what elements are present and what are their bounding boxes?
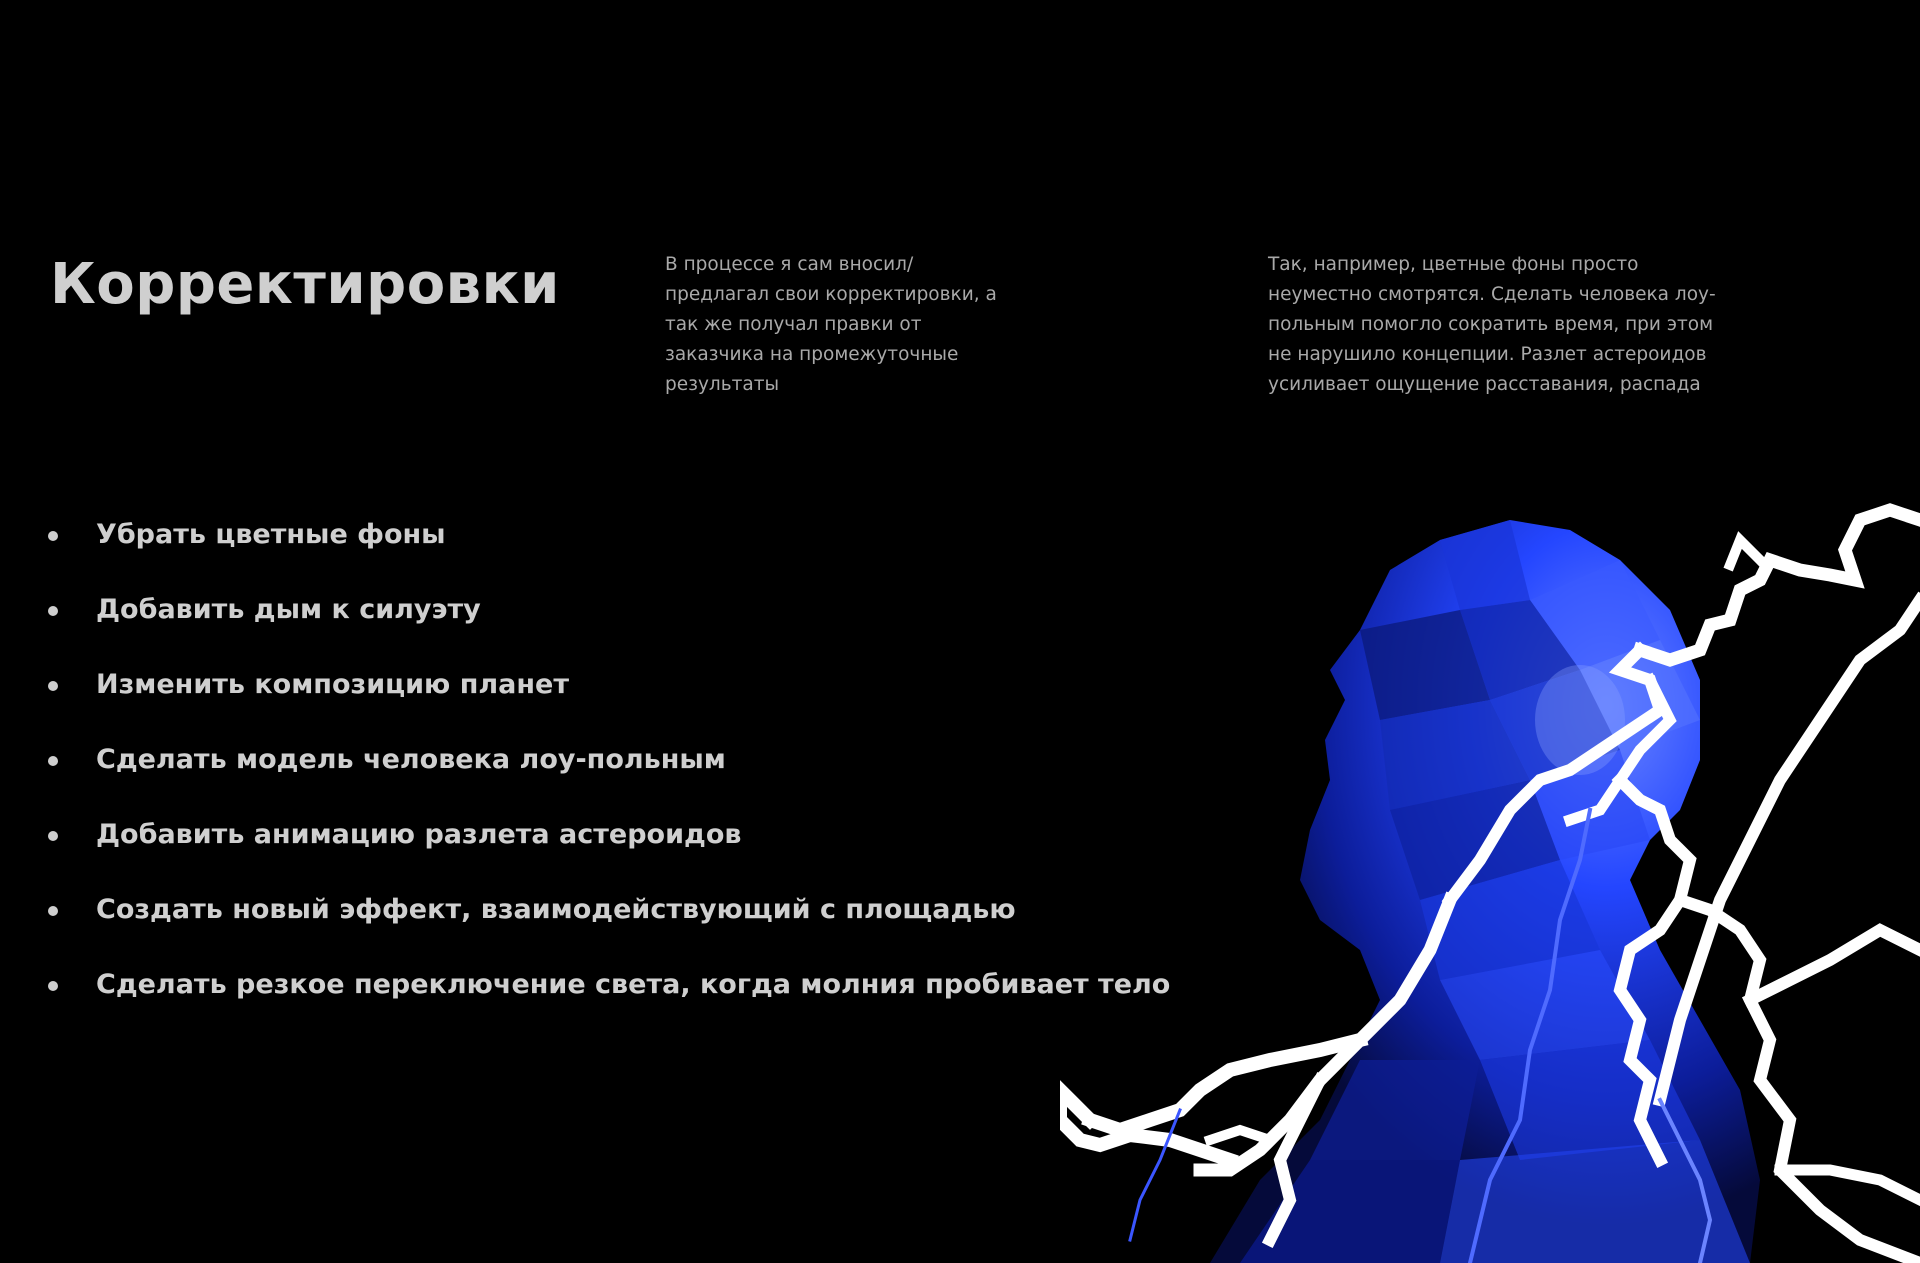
lowpoly-human-lightning-illustration <box>1060 480 1920 1263</box>
list-item <box>48 815 1170 890</box>
bullet-icon <box>48 531 58 541</box>
list-item-text: Убрать цветные фоны <box>96 519 446 550</box>
list-item-text: Изменить композицию планет <box>96 669 569 700</box>
corrections-list <box>48 515 1170 1040</box>
list-item-text: Сделать резкое переключение света, когда молния пробивает тело <box>96 969 1171 1000</box>
bullet-icon <box>48 681 58 691</box>
list-item-text: Сделать модель человека лоу-польным <box>96 744 726 775</box>
slide-title: Корректировки <box>50 252 560 317</box>
list-item-text: Добавить анимацию разлета астероидов <box>96 819 742 850</box>
bullet-icon <box>48 831 58 841</box>
example-paragraph: Так, например, цветные фоны просто неуместно смотрятся. Сделать человека лоу- польным помогло сократить время, при этом не нарушило концепции. Разлет астероидов усиливает ощущение расставания, распада <box>1268 254 1716 395</box>
list-item-text: Добавить дым к силуэту <box>96 594 481 625</box>
bullet-icon <box>48 606 58 616</box>
list-item <box>48 590 1170 665</box>
list-item <box>48 515 1170 590</box>
bullet-icon <box>48 756 58 766</box>
list-item <box>48 965 1170 1040</box>
list-item <box>48 890 1170 965</box>
intro-paragraph: В процессе я сам вносил/ предлагал свои корректировки, а так же получал правки от заказчика на промежуточные результаты <box>665 254 997 395</box>
bullet-icon <box>48 906 58 916</box>
list-item-text: Создать новый эффект, взаимодействующий с площадью <box>96 894 1016 925</box>
list-item <box>48 665 1170 740</box>
list-item <box>48 740 1170 815</box>
bullet-icon <box>48 981 58 991</box>
